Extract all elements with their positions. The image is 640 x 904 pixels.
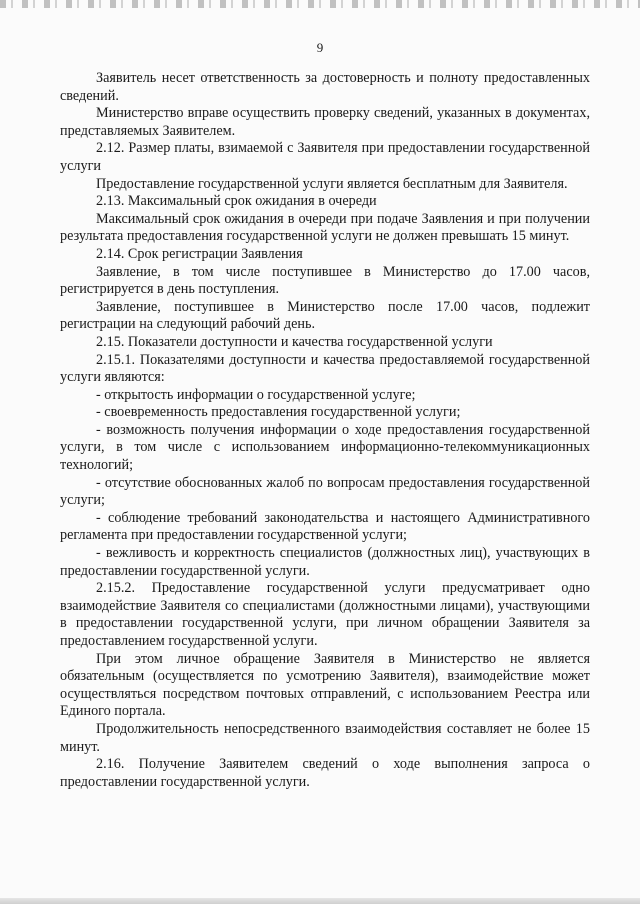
document-body: [60, 70, 590, 791]
section-heading: 2.14. Срок регистрации Заявления: [96, 245, 303, 262]
paragraph: Предоставление государственной услуги является бесплатным для Заявителя.: [96, 175, 568, 192]
list-item: - соблюдение требований законодательства и настоящего Административного регламента при предоставлении государственной услуги;: [60, 509, 590, 544]
section-heading: 2.13. Максимальный срок ожидания в очереди: [96, 193, 377, 210]
list-item: - возможность получения информации о ходе предоставления государственной услуги, в том числе с использованием информационно-телекоммуникационных технологий;: [60, 421, 590, 474]
paragraph: Министерство вправе осуществить проверку сведений, указанных в документах, представляемых Заявителем.: [60, 105, 590, 139]
list-item: - своевременность предоставления государственной услуги;: [96, 404, 461, 421]
section-heading: 2.15. Показатели доступности и качества государственной услуги: [96, 333, 493, 350]
paragraph: Продолжительность непосредственного взаимодействия составляет не более 15 минут.: [60, 720, 590, 755]
paragraph: 2.15.1. Показателями доступности и качества предоставляемой государственной услуги являются:: [60, 351, 590, 386]
scan-artifact-bottom: [0, 898, 640, 904]
list-item: - вежливость и корректность специалистов (должностных лиц), участвующих в предоставлении государственной услуги.: [60, 545, 590, 579]
paragraph: Заявитель несет ответственность за достоверность и полноту предоставленных сведений.: [60, 70, 590, 104]
paragraph: Заявление, поступившее в Министерство после 17.00 часов, подлежит регистрации на следующий рабочий день.: [60, 298, 590, 333]
page-number: 9: [316, 40, 324, 55]
paragraph: 2.15.2. Предоставление государственной услуги предусматривает одно взаимодействие Заявителя со специалистами (должностными лицами), участвующими в предоставлении государственной услуги, при личном обращении Заявителя за предоставлением государственной услуги.: [60, 580, 590, 649]
paragraph: Максимальный срок ожидания в очереди при подаче Заявления и при получении результата предоставления государственной услуги не должен превышать 15 минут.: [60, 210, 590, 245]
scan-artifact-top: [0, 0, 640, 8]
paragraph: Заявление, в том числе поступившее в Министерство до 17.00 часов, регистрируется в день поступления.: [60, 263, 590, 298]
section-heading: 2.16. Получение Заявителем сведений о ходе выполнения запроса о предоставлении государственной услуги.: [60, 756, 590, 790]
paragraph: При этом личное обращение Заявителя в Министерство не является обязательным (осуществляется по усмотрению Заявителя), взаимодействие может осуществляться посредством почтовых отправлений, с использованием Реестра или Единого портала.: [60, 650, 590, 720]
list-item: - отсутствие обоснованных жалоб по вопросам предоставления государственной услуги;: [60, 474, 590, 509]
section-heading: 2.12. Размер платы, взимаемой с Заявителя при предоставлении государственной услуги: [60, 140, 590, 174]
list-item: - открытость информации о государственной услуге;: [96, 386, 416, 403]
